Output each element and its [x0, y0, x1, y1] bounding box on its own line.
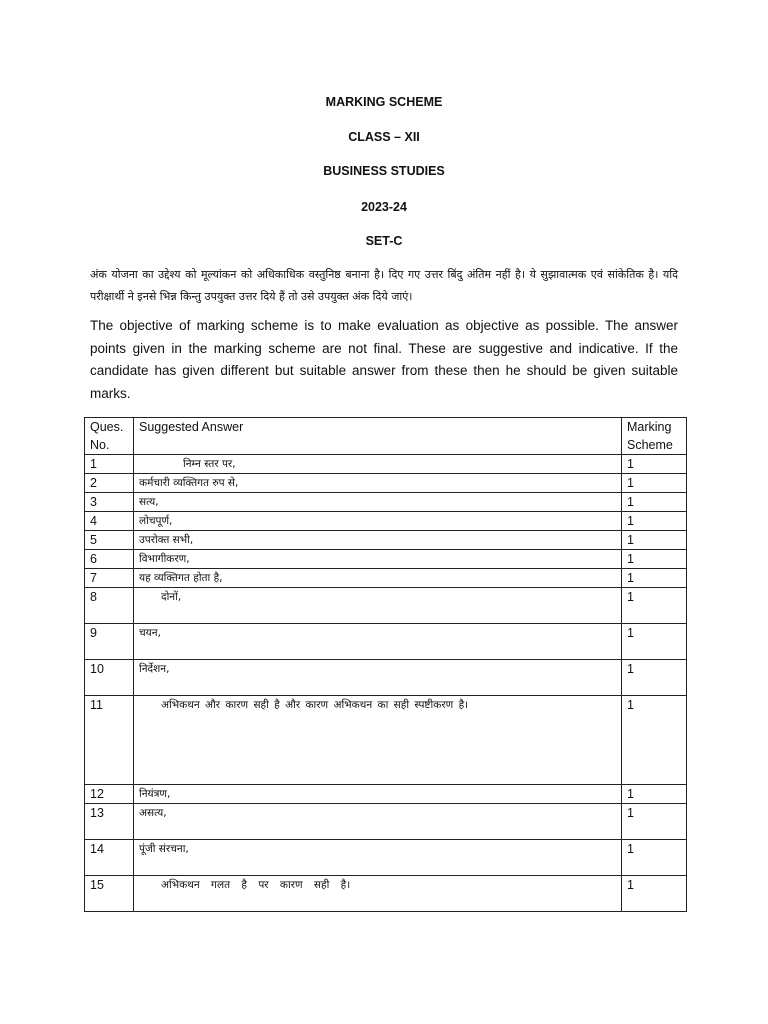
table-header-row	[85, 418, 687, 455]
answer-text: नियंत्रण,	[139, 788, 171, 800]
answer-text: अभिकथन और कारण सही है और कारण अभिकथन का सही स्पष्टीकरण है।	[161, 699, 469, 711]
answer-text: विभागीकरण,	[139, 553, 190, 565]
marks-cell: 1	[622, 696, 687, 785]
answer-cell	[134, 569, 622, 588]
answer-cell	[134, 785, 622, 804]
question-number: 10	[85, 660, 134, 696]
marks-cell: 1	[622, 876, 687, 912]
table-row	[85, 785, 687, 804]
question-number: 13	[85, 804, 134, 840]
marks-cell: 1	[622, 569, 687, 588]
question-number: 15	[85, 876, 134, 912]
marks-cell: 1	[622, 588, 687, 624]
answer-text: अभिकथन गलत है पर कारण सही है।	[161, 879, 351, 891]
table-row	[85, 696, 687, 785]
answer-cell	[134, 624, 622, 660]
hindi-instructions: अंक योजना का उद्देश्य को मूल्यांकन को अधिकाधिक वस्तुनिष्ठ बनाना है। दिए गए उत्तर बिंदु अंतिम नहीं है। ये सुझावात्मक एवं सांकेतिक है। यदि परीक्षार्थी ने इनसे भिन्न किन्तु उपयुक्त उत्तर दिये हैं तो उसे उपयुक्त अंक दिये जाएं।	[90, 268, 678, 303]
question-number: 3	[85, 493, 134, 512]
marks-cell: 1	[622, 804, 687, 840]
table-row	[85, 474, 687, 493]
answer-cell	[134, 474, 622, 493]
answer-cell	[134, 512, 622, 531]
answer-text: पूंजी संरचना,	[139, 843, 189, 855]
table-row	[85, 660, 687, 696]
table-row	[85, 840, 687, 876]
answer-text: यह व्यक्तिगत होता है,	[139, 572, 223, 584]
answer-cell	[134, 696, 622, 785]
table-row	[85, 588, 687, 624]
marking-scheme-table	[84, 417, 687, 912]
answer-cell	[134, 876, 622, 912]
marks-cell: 1	[622, 474, 687, 493]
set-heading: SET-C	[365, 234, 403, 248]
marks-cell: 1	[622, 840, 687, 876]
question-number: 14	[85, 840, 134, 876]
question-number: 6	[85, 550, 134, 569]
question-number: 7	[85, 569, 134, 588]
answer-cell	[134, 550, 622, 569]
question-number: 4	[85, 512, 134, 531]
question-number: 8	[85, 588, 134, 624]
class-heading: CLASS – XII	[348, 130, 420, 144]
question-number: 12	[85, 785, 134, 804]
question-number: 2	[85, 474, 134, 493]
table-row	[85, 512, 687, 531]
marks-cell: 1	[622, 660, 687, 696]
answer-text: सत्य,	[139, 496, 159, 508]
header-marking-scheme: Marking Scheme	[622, 418, 687, 455]
answer-text: निर्देशन,	[139, 663, 170, 675]
question-number: 9	[85, 624, 134, 660]
answer-cell	[134, 660, 622, 696]
answer-text: असत्य,	[139, 807, 167, 819]
document-title: MARKING SCHEME	[325, 95, 443, 109]
marks-cell: 1	[622, 493, 687, 512]
answer-text: चयन,	[139, 627, 161, 639]
table-row	[85, 531, 687, 550]
marks-cell: 1	[622, 785, 687, 804]
answer-cell	[134, 531, 622, 550]
header-question-no: Ques. No.	[85, 418, 134, 455]
header-suggested-answer: Suggested Answer	[134, 418, 622, 455]
question-number: 5	[85, 531, 134, 550]
answer-cell	[134, 455, 622, 474]
question-number: 1	[85, 455, 134, 474]
marks-cell: 1	[622, 550, 687, 569]
marks-cell: 1	[622, 512, 687, 531]
marks-cell: 1	[622, 624, 687, 660]
answer-text: लोचपूर्ण,	[139, 515, 173, 527]
answer-cell	[134, 493, 622, 512]
answer-text: कर्मचारी व्यक्तिगत रुप से,	[139, 477, 239, 489]
table-row	[85, 493, 687, 512]
answer-text: दोनों,	[161, 591, 182, 603]
marks-cell: 1	[622, 455, 687, 474]
answer-cell	[134, 588, 622, 624]
english-instructions: The objective of marking scheme is to make evaluation as objective as possible. The answer points given in the marking scheme are not final. These are suggestive and indicative. If the candidate has given different but suitable answer from these then he should be given suitable marks.	[90, 318, 678, 401]
table-row	[85, 550, 687, 569]
answer-text: निम्न स्तर पर,	[183, 458, 236, 470]
marks-cell: 1	[622, 531, 687, 550]
table-row	[85, 455, 687, 474]
question-number: 11	[85, 696, 134, 785]
table-row	[85, 804, 687, 840]
subject-heading: BUSINESS STUDIES	[323, 164, 445, 178]
table-row	[85, 624, 687, 660]
table-row	[85, 569, 687, 588]
year-heading: 2023-24	[361, 200, 407, 214]
answer-cell	[134, 840, 622, 876]
answer-cell	[134, 804, 622, 840]
answer-text: उपरोक्त सभी,	[139, 534, 194, 546]
table-row	[85, 876, 687, 912]
